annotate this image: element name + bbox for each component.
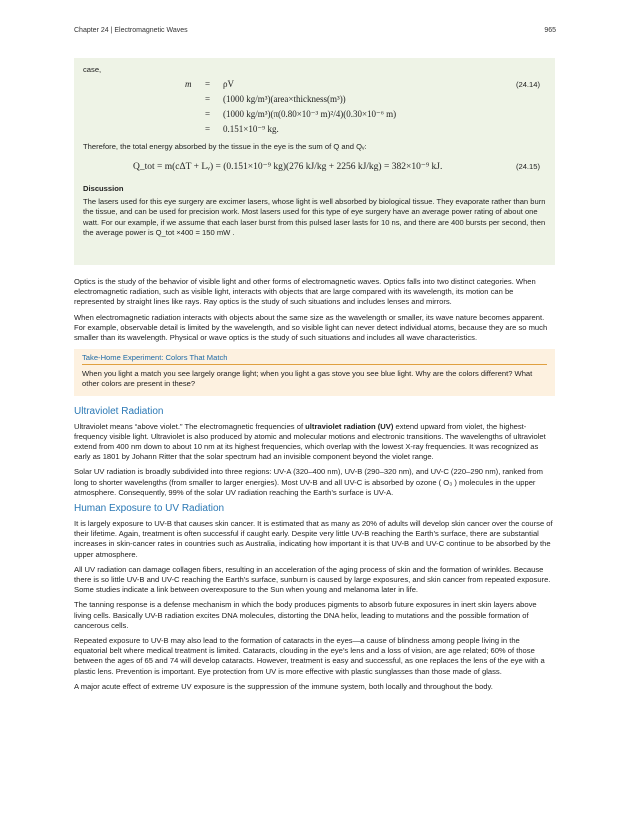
paragraph: A major acute effect of extreme UV exposure is the suppression of the immune system, both locally and throughout the body.	[74, 681, 493, 691]
uv-text-a: Ultraviolet means “above violet.” The electromagnetic frequencies of	[74, 421, 306, 431]
equation-24-15	[83, 158, 546, 180]
uv-bold-term: ultraviolet radiation (UV)	[305, 421, 394, 431]
paragraph: When electromagnetic radiation interacts with objects about the same size as the wavelength or smaller, its wave nature becomes apparent. For example, observable detail is limited by the wavelength, and so visible light can never detect individual atoms, because they are so much smaller than its wavelength. Physical or wave optics is the study of such situations and includes all wave characteristics.	[74, 312, 548, 343]
equation-number: (24.15)	[515, 162, 540, 172]
example-box	[74, 58, 555, 265]
eq-row: ρV	[223, 79, 234, 89]
page-header	[74, 27, 556, 34]
eq-lhs: m	[185, 79, 192, 89]
paragraph: It is largely exposure to UV-B that causes skin cancer. It is estimated that as many as 20% of adults will develop skin cancer over the course of their lifetime. Again, treatment is often successful if caught early. Despite very little UV-B reaching the Earth’s surface, there are substantial increases in skin-cancer rates in countries such as Australia, indicating how important it is that UV-B and UV-C continue to be absorbed by the upper atmosphere.	[74, 519, 553, 559]
chapter-title: Chapter 24 | Electromagnetic Waves	[74, 27, 188, 34]
paragraph: Solar UV radiation is broadly subdivided into three regions: UV-A (320–400 nm), UV-B (290–320 nm), and UV-C (220–290 nm), ranked from long to shorter wavelengths (from smaller to larger energies). Most UV-B and all UV-C is absorbed by ozone ( O₃ ) molecules in the upper atmosphere. Consequently, 99% of the solar UV radiation reaching the Earth’s surface is UV-A.	[74, 467, 543, 497]
eq2-expression: Q_tot = m(cΔT + Lᵥ) = (0.151×10⁻⁹ kg)(276 kJ/kg + 2256 kJ/kg) = 382×10⁻⁹ kJ.	[133, 162, 443, 173]
eq-row: (1000 kg/m³)(area×thickness(m³))	[223, 94, 346, 104]
section-heading-ultraviolet: Ultraviolet Radiation	[74, 405, 164, 417]
eq-row: 0.151×10⁻⁹ kg.	[223, 124, 279, 134]
therefore-text: Therefore, the total energy absorbed by the tissue in the eye is the sum of Q and Qᵥ:	[83, 142, 367, 151]
example-lead: case,	[83, 65, 102, 74]
section-heading-human-exposure: Human Exposure to UV Radiation	[74, 503, 225, 515]
takehome-text: When you light a match you see largely orange light; when you light a gas stove you see blue light. Why are the colors different? What other colors are present in these?	[82, 369, 533, 389]
paragraph: All UV radiation can damage collagen fibers, resulting in an acceleration of the aging process of skin and the formation of wrinkles. Because there is so little UV-B and UV-C reaching the Earth’s surface, sunburn is caused by large exposures, and skin cancer from repeated exposure. Some studies indicate a link between overexposure to the Sun when young and melanoma later in life.	[74, 564, 551, 595]
main-content	[74, 277, 555, 697]
paragraph: Optics is the study of the behavior of visible light and other forms of electromagnetic waves. Optics falls into two distinct categories. When electromagnetic radiation, such as visible light, interacts with objects that are large compared with its wavelength, its motion can be represented by straight lines like rays. Ray optics is the study of such situations and includes lenses and mirrors.	[74, 277, 536, 307]
page-number: 965	[544, 27, 556, 34]
discussion-heading: Discussion	[83, 184, 124, 194]
equation-number: (24.14)	[515, 80, 540, 89]
paragraph: Repeated exposure to UV-B may also lead to the formation of cataracts in the eyes—a cause of blindness among people living in the equatorial belt where medical treatment is limited. Cataracts, clouding in the eye’s lens and a loss of vision, are age related; 60% of those between the ages of 65 and 74 will develop cataracts. However, treatment is easy and successful, as one replaces the lens of the eye with a plastic lens. Prevention is important. Eye protection from UV is more effective with plastic sunglasses than those made of glass.	[74, 636, 545, 676]
paragraph: The tanning response is a defense mechanism in which the body produces pigments to absorb future exposures in inert skin layers above living cells. Basically UV-B radiation excites DNA molecules, distorting the DNA helix, leading to mutations and the possible formation of cancerous cells.	[74, 600, 537, 630]
takehome-title: Take-Home Experiment: Colors That Match	[82, 353, 547, 365]
takehome-box	[74, 349, 555, 395]
eq-row: (1000 kg/m³)(π(0.80×10⁻³ m)²/4)(0.30×10⁻⁶ m)	[223, 109, 397, 119]
discussion-text: The lasers used for this eye surgery are excimer lasers, whose light is well absorbed by biological tissue. They evaporate rather than burn the tissue, and can be used for precision work. Most lasers used for this type of eye surgery have an average power rating of about one watt. For our example, if we assume that each laser burst from this pulsed laser lasts for 10 ns, and there are 400 bursts per second, then the average power is Q_tot ×400 = 150 mW .	[83, 197, 546, 237]
paragraph	[74, 422, 555, 463]
equation-24-14: m = ρV (24.14) = (1000 kg/m³)(area×thickness(m³)) = (1000 kg/m³)(π(0.80×10⁻³ m)²/4)(0.30×10⁻⁶ m) = 0.151×10⁻⁹ kg.	[185, 79, 540, 134]
uv-text-b: extend upward from violet, the highest-frequency visible light. Ultraviolet is also produced by atomic and molecular motions and electronic transitions. The wavelengths of ultraviolet extend from 400 nm down to about 10 nm at its highest frequencies, which overlap with the lowest X-ray frequencies. It was recognized as early as 1801 by Johann Ritter that the solar spectrum had an invisible component beyond the violet range.	[74, 421, 546, 462]
